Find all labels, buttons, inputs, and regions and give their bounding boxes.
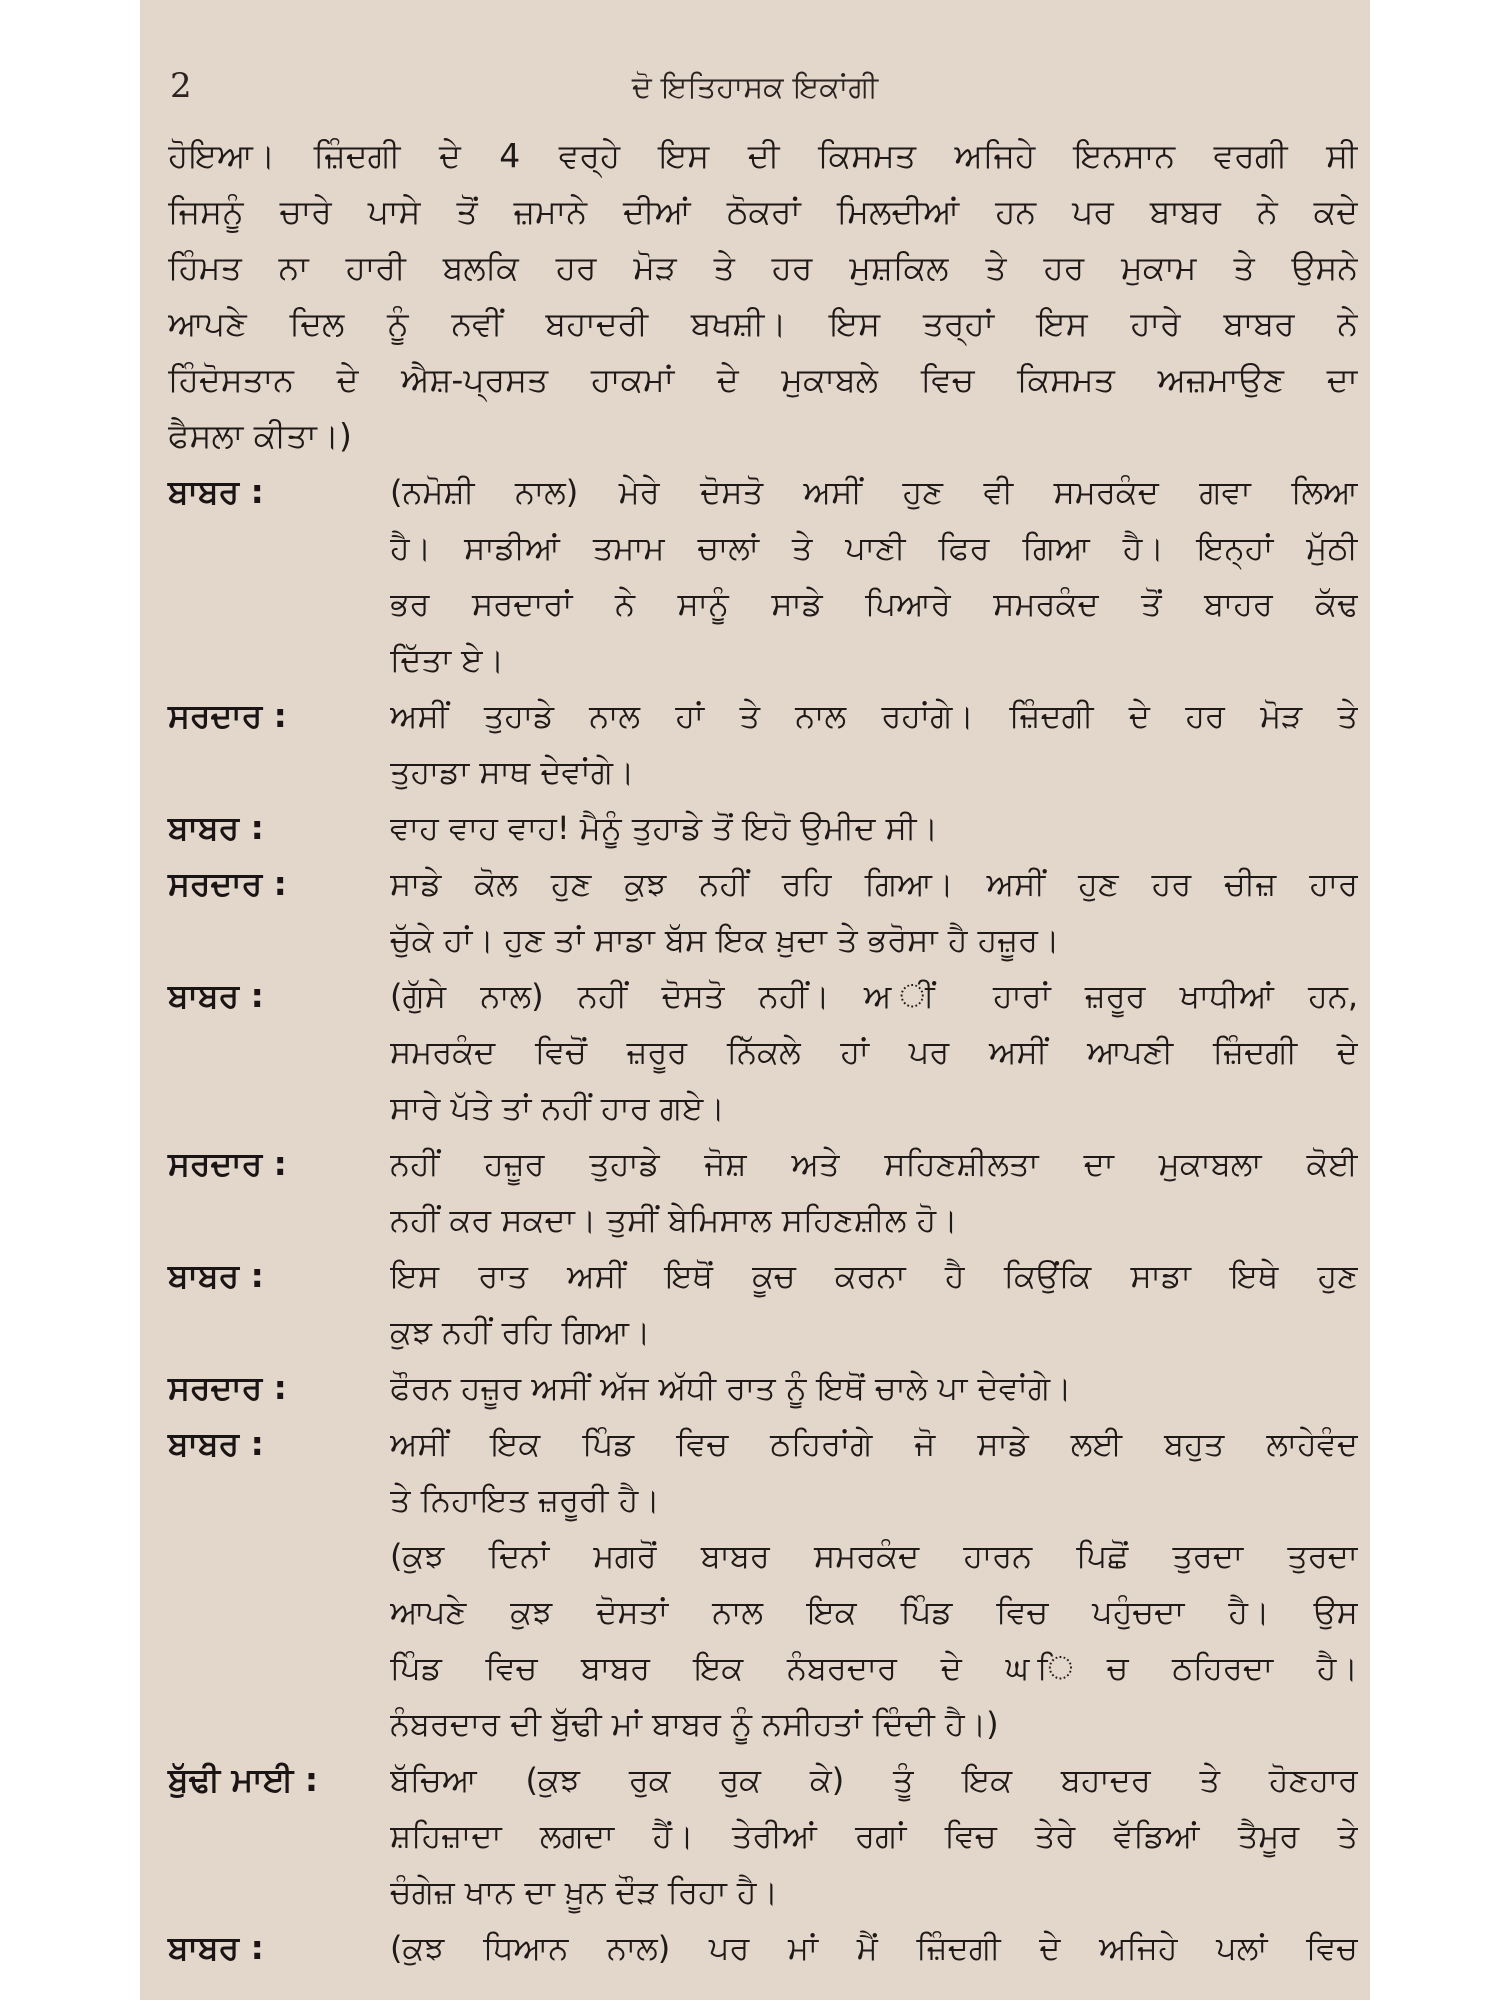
dialogue-section	[168, 464, 1358, 1976]
speaker-name: ਸਰਦਾਰ :	[168, 696, 287, 735]
speech-line: ਨਹੀਂ ਕਰ ਸਕਦਾ। ਤੁਸੀਂ ਬੇਮਿਸਾਲ ਸਹਿਣਸ਼ੀਲ ਹੋ।	[390, 1201, 958, 1239]
speaker-name: ਸਰਦਾਰ :	[168, 864, 287, 903]
dialogue-entry	[168, 1136, 1358, 1248]
speech-text	[390, 1920, 1358, 1976]
speaker-name: ਬਾਬਰ :	[168, 1424, 264, 1463]
speech-text	[390, 1136, 1358, 1248]
dialogue-entry	[168, 968, 1358, 1136]
dialogue-entry	[168, 1920, 1358, 1976]
dialogue-entry	[168, 1248, 1358, 1360]
intro-line: ਹਿੰਮਤ ਨਾ ਹਾਰੀ ਬਲਕਿ ਹਰ ਮੋੜ ਤੇ ਹਰ ਮੁਸ਼ਕਿਲ ਤੇ ਹਰ ਮੁਕਾਮ ਤੇ ਉਸਨੇ	[168, 248, 1358, 287]
speech-text	[390, 1752, 1358, 1920]
stage-direction	[390, 1528, 1358, 1752]
book-page	[140, 0, 1370, 2000]
stage-direction-line: ਆਪਣੇ ਕੁਝ ਦੋਸਤਾਂ ਨਾਲ ਇਕ ਪਿੰਡ ਵਿਚ ਪਹੁੰਚਦਾ ਹੈ। ਉਸ	[390, 1593, 1358, 1631]
dialogue-entry	[168, 1416, 1358, 1528]
speech-line: ਦਿੱਤਾ ਏ।	[390, 641, 505, 679]
intro-paragraph	[168, 128, 1358, 464]
dialogue-entry	[168, 1360, 1358, 1416]
stage-direction-line: (ਕੁਝ ਦਿਨਾਂ ਮਗਰੋਂ ਬਾਬਰ ਸਮਰਕੰਦ ਹਾਰਨ ਪਿਛੋਂ ਤੁਰਦਾ ਤੁਰਦਾ	[390, 1537, 1358, 1575]
speech-line: ਚੰਗੇਜ਼ ਖਾਨ ਦਾ ਖ਼ੂਨ ਦੌੜ ਰਿਹਾ ਹੈ।	[390, 1873, 779, 1911]
speaker-name: ਸਰਦਾਰ :	[168, 1144, 287, 1183]
stage-direction-line: ਨੰਬਰਦਾਰ ਦੀ ਬੁੱਢੀ ਮਾਂ ਬਾਬਰ ਨੂੰ ਨਸੀਹਤਾਂ ਦਿੰਦੀ ਹੈ।)	[390, 1705, 999, 1743]
running-title: ਦੋ ਇਤਿਹਾਸਕ ਇਕਾਂਗੀ	[631, 70, 879, 105]
dialogue-entry	[168, 856, 1358, 968]
intro-line: ਹੋਇਆ। ਜ਼ਿੰਦਗੀ ਦੇ 4 ਵਰ੍ਹੇ ਇਸ ਦੀ ਕਿਸਮਤ ਅਜਿਹੇ ਇਨਸਾਨ ਵਰਗੀ ਸੀ	[168, 136, 1358, 175]
speech-text	[390, 856, 1358, 968]
speaker-name: ਬੁੱਢੀ ਮਾਈ :	[168, 1760, 319, 1799]
page-number: 2	[170, 66, 192, 106]
speaker-name: ਬਾਬਰ :	[168, 1928, 264, 1967]
speech-text	[390, 968, 1358, 1136]
speech-line: ਕੁਝ ਨਹੀਂ ਰਹਿ ਗਿਆ।	[390, 1313, 651, 1351]
dialogue-entry	[168, 800, 1358, 856]
stage-direction-line: ਪਿੰਡ ਵਿਚ ਬਾਬਰ ਇਕ ਨੰਬਰਦਾਰ ਦੇ ਘ ਿਚ ਠਹਿਰਦਾ ਹੈ।	[390, 1649, 1358, 1687]
speech-line: ਸਮਰਕੰਦ ਵਿਚੋਂ ਜ਼ਰੂਰ ਨਿੱਕਲੇ ਹਾਂ ਪਰ ਅਸੀਂ ਆਪਣੀ ਜ਼ਿੰਦਗੀ ਦੇ	[390, 1033, 1358, 1071]
speech-line: ਫੌਰਨ ਹਜ਼ੂਰ ਅਸੀਂ ਅੱਜ ਅੱਧੀ ਰਾਤ ਨੂੰ ਇਥੋਂ ਚਾਲੇ ਪਾ ਦੇਵਾਂਗੇ।	[390, 1369, 1072, 1407]
dialogue-entry	[168, 688, 1358, 800]
speech-line: ਇਸ ਰਾਤ ਅਸੀਂ ਇਥੋਂ ਕੂਚ ਕਰਨਾ ਹੈ ਕਿਉਂਕਿ ਸਾਡਾ ਇਥੇ ਹੁਣ	[390, 1257, 1358, 1295]
intro-line: ਹਿੰਦੋਸਤਾਨ ਦੇ ਐਸ਼-ਪ੍ਰਸਤ ਹਾਕਮਾਂ ਦੇ ਮੁਕਾਬਲੇ ਵਿਚ ਕਿਸਮਤ ਅਜ਼ਮਾਉਣ ਦਾ	[168, 360, 1358, 399]
speech-text	[390, 1360, 1358, 1416]
speech-line: (ਨਮੋਸ਼ੀ ਨਾਲ) ਮੇਰੇ ਦੋਸਤੋ ਅਸੀਂ ਹੁਣ ਵੀ ਸਮਰਕੰਦ ਗਵਾ ਲਿਆ	[390, 473, 1358, 511]
speech-line: ਸਾਰੇ ਪੱਤੇ ਤਾਂ ਨਹੀਂ ਹਾਰ ਗਏ।	[390, 1089, 725, 1127]
dialogue-entry	[168, 1752, 1358, 1920]
speaker-name: ਬਾਬਰ :	[168, 808, 264, 847]
speech-line: ਅਸੀਂ ਇਕ ਪਿੰਡ ਵਿਚ ਠਹਿਰਾਂਗੇ ਜੋ ਸਾਡੇ ਲਈ ਬਹੁਤ ਲਾਹੇਵੰਦ	[390, 1425, 1358, 1463]
speech-text	[390, 1248, 1358, 1360]
speech-line: ਬੱਚਿਆ (ਕੁਝ ਰੁਕ ਰੁਕ ਕੇ) ਤੂੰ ਇਕ ਬਹਾਦਰ ਤੇ ਹੋਣਹਾਰ	[390, 1761, 1358, 1799]
speaker-name: ਸਰਦਾਰ :	[168, 1368, 287, 1407]
speech-text	[390, 688, 1358, 800]
speech-line: (ਕੁਝ ਧਿਆਨ ਨਾਲ) ਪਰ ਮਾਂ ਮੈਂ ਜ਼ਿੰਦਗੀ ਦੇ ਅਜਿਹੇ ਪਲਾਂ ਵਿਚ	[390, 1929, 1358, 1967]
speech-line: ਚੁੱਕੇ ਹਾਂ। ਹੁਣ ਤਾਂ ਸਾਡਾ ਬੱਸ ਇਕ ਖ਼ੁਦਾ ਤੇ ਭਰੋਸਾ ਹੈ ਹਜ਼ੂਰ।	[390, 921, 1060, 959]
intro-line: ਆਪਣੇ ਦਿਲ ਨੂੰ ਨਵੀਂ ਬਹਾਦਰੀ ਬਖਸ਼ੀ। ਇਸ ਤਰ੍ਹਾਂ ਇਸ ਹਾਰੇ ਬਾਬਰ ਨੇ	[168, 304, 1358, 343]
speech-line: ਨਹੀਂ ਹਜ਼ੂਰ ਤੁਹਾਡੇ ਜੋਸ਼ ਅਤੇ ਸਹਿਣਸ਼ੀਲਤਾ ਦਾ ਮੁਕਾਬਲਾ ਕੋਈ	[390, 1145, 1358, 1183]
speech-line: ਅਸੀਂ ਤੁਹਾਡੇ ਨਾਲ ਹਾਂ ਤੇ ਨਾਲ ਰਹਾਂਗੇ। ਜ਼ਿੰਦਗੀ ਦੇ ਹਰ ਮੋੜ ਤੇ	[390, 697, 1358, 735]
speech-line: ਸ਼ਹਿਜ਼ਾਦਾ ਲਗਦਾ ਹੈਂ। ਤੇਰੀਆਂ ਰਗਾਂ ਵਿਚ ਤੇਰੇ ਵੱਡਿਆਂ ਤੈਮੂਰ ਤੇ	[390, 1817, 1358, 1855]
speech-text	[390, 800, 1358, 856]
dialogue-entry	[168, 464, 1358, 688]
speaker-name: ਬਾਬਰ :	[168, 472, 264, 511]
speech-text	[390, 1416, 1358, 1528]
speech-line: ਹੈ। ਸਾਡੀਆਂ ਤਮਾਮ ਚਾਲਾਂ ਤੇ ਪਾਣੀ ਫਿਰ ਗਿਆ ਹੈ। ਇਨ੍ਹਾਂ ਮੁੱਠੀ	[390, 529, 1358, 567]
speech-line: ਤੁਹਾਡਾ ਸਾਥ ਦੇਵਾਂਗੇ।	[390, 753, 635, 791]
speech-line: ਵਾਹ ਵਾਹ ਵਾਹ! ਮੈਨੂੰ ਤੁਹਾਡੇ ਤੋਂ ਇਹੋ ਉਮੀਦ ਸੀ।	[390, 809, 939, 847]
speech-line: ਭਰ ਸਰਦਾਰਾਂ ਨੇ ਸਾਨੂੰ ਸਾਡੇ ਪਿਆਰੇ ਸਮਰਕੰਦ ਤੋਂ ਬਾਹਰ ਕੱਢ	[390, 585, 1358, 623]
speech-text	[390, 464, 1358, 688]
speaker-name: ਬਾਬਰ :	[168, 1256, 264, 1295]
speech-line: (ਗੁੱਸੇ ਨਾਲ) ਨਹੀਂ ਦੋਸਤੋ ਨਹੀਂ। ਅ ੀਂ ਹਾਰਾਂ ਜ਼ਰੂਰ ਖਾਧੀਆਂ ਹਨ,	[390, 977, 1358, 1015]
speech-line: ਤੇ ਨਿਹਾਇਤ ਜ਼ਰੂਰੀ ਹੈ।	[390, 1481, 660, 1519]
speaker-name: ਬਾਬਰ :	[168, 976, 264, 1015]
intro-line: ਜਿਸਨੂੰ ਚਾਰੇ ਪਾਸੇ ਤੋਂ ਜ਼ਮਾਨੇ ਦੀਆਂ ਠੋਕਰਾਂ ਮਿਲਦੀਆਂ ਹਨ ਪਰ ਬਾਬਰ ਨੇ ਕਦੇ	[168, 192, 1358, 231]
speech-line: ਸਾਡੇ ਕੋਲ ਹੁਣ ਕੁਝ ਨਹੀਂ ਰਹਿ ਗਿਆ। ਅਸੀਂ ਹੁਣ ਹਰ ਚੀਜ਼ ਹਾਰ	[390, 865, 1358, 903]
intro-line: ਫੈਸਲਾ ਕੀਤਾ।)	[168, 416, 352, 455]
